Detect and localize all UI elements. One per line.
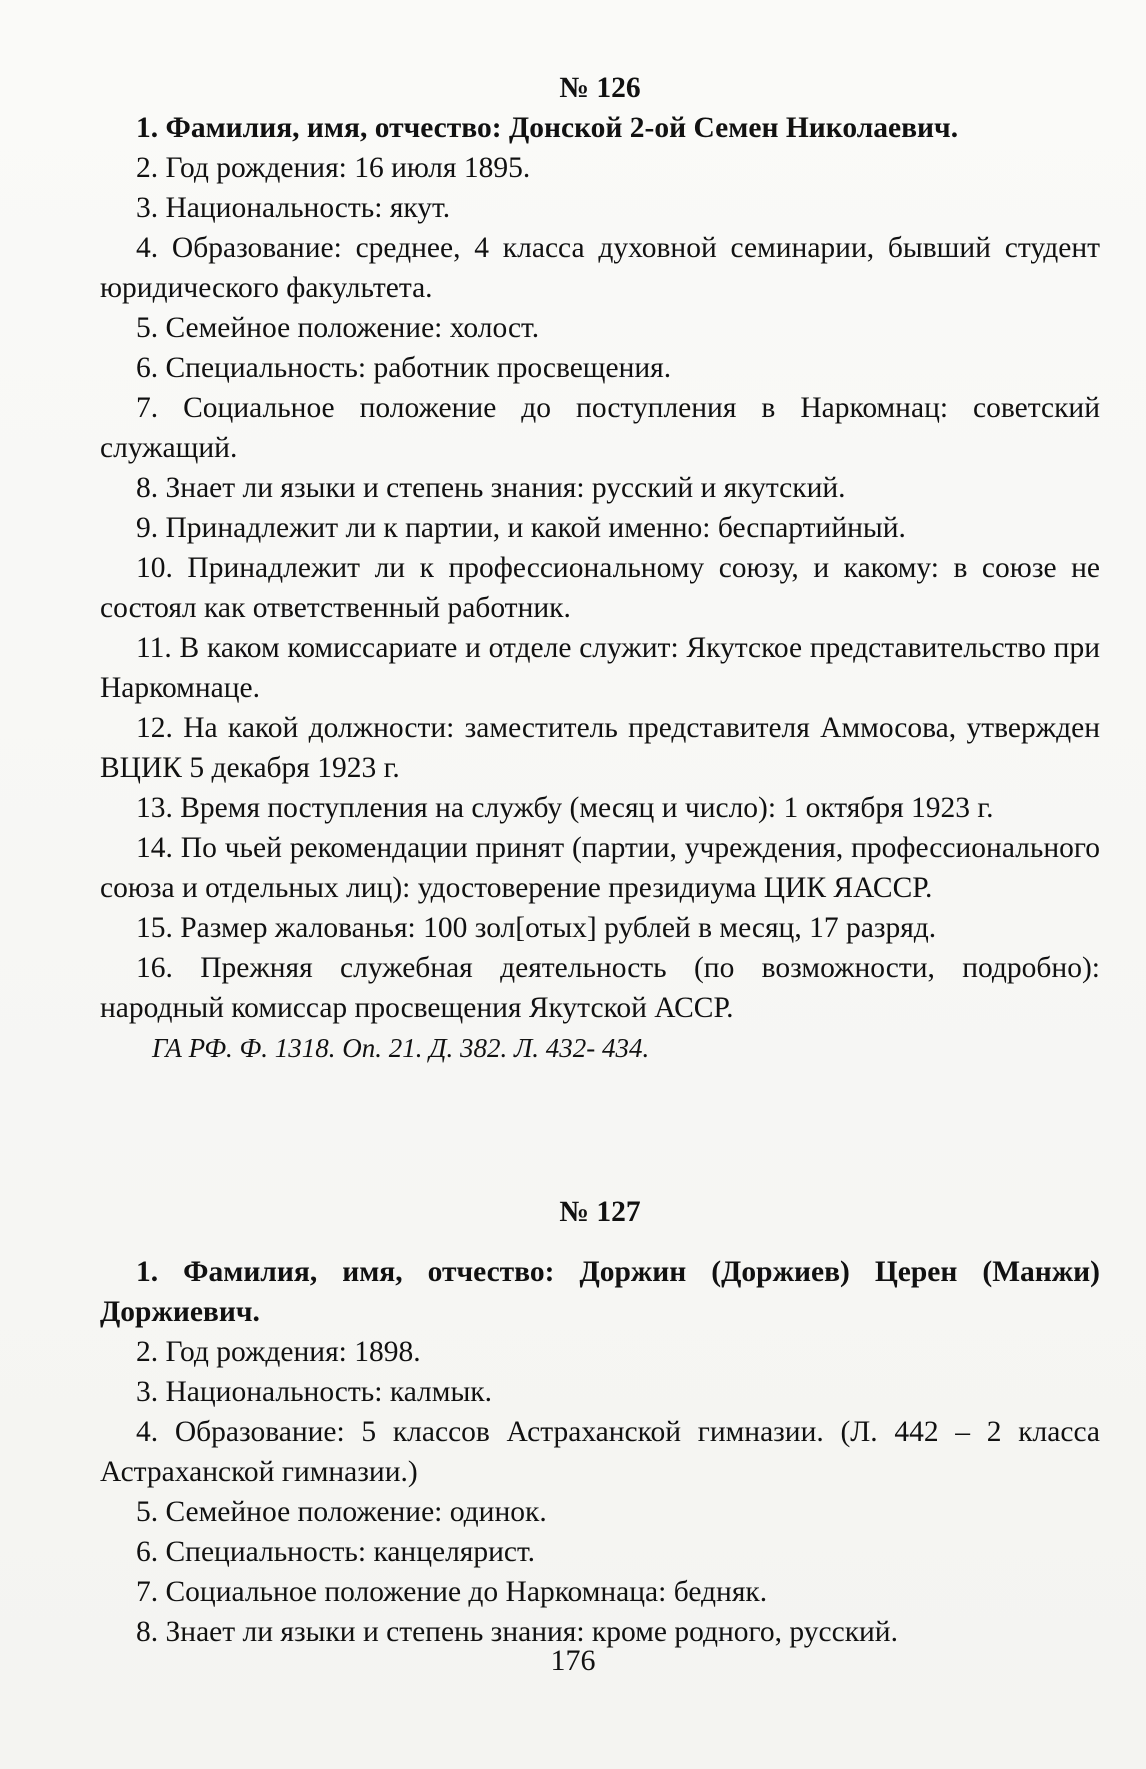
- document-number-heading: № 126: [559, 72, 641, 104]
- item-specialty: 6. Специальность: работник просвещения.: [136, 352, 672, 384]
- item-full-name: 1. Фамилия, имя, отчество: Донской 2-ой Семен Николаевич.: [136, 112, 959, 144]
- item-social-status: 7. Социальное положение до поступления в Наркомнац: советский служащий.: [100, 392, 1100, 464]
- item-birth-date: 2. Год рождения: 16 июля 1895.: [136, 152, 531, 184]
- item-union: 10. Принадлежит ли к профессиональному союзу, и какому: в союзе не состоял как ответственный работник.: [100, 552, 1100, 624]
- item-marital-status: 5. Семейное положение: одинок.: [136, 1496, 547, 1528]
- item-marital-status: 5. Семейное положение: холост.: [136, 312, 540, 344]
- item-specialty: 6. Специальность: канцелярист.: [136, 1536, 536, 1568]
- item-salary: 15. Размер жалованья: 100 зол[отых] рублей в месяц, 17 разряд.: [136, 912, 937, 944]
- item-nationality: 3. Национальность: якут.: [136, 192, 451, 224]
- item-position: 12. На какой должности: заместитель представителя Аммосова, утвержден ВЦИК 5 декабря 1923 г.: [100, 712, 1100, 784]
- item-languages: 8. Знает ли языки и степень знания: русский и якутский.: [136, 472, 846, 504]
- item-nationality: 3. Национальность: калмык.: [136, 1376, 492, 1408]
- item-previous-service: 16. Прежняя служебная деятельность (по возможности, подробно): народный комиссар просвещения Якутской АССР.: [100, 952, 1100, 1024]
- item-education: 4. Образование: 5 классов Астраханской гимназии. (Л. 442 – 2 класса Астраханской гимназии.): [100, 1416, 1100, 1488]
- item-birth-date: 2. Год рождения: 1898.: [136, 1336, 421, 1368]
- item-party: 9. Принадлежит ли к партии, и какой именно: беспартийный.: [136, 512, 906, 544]
- document-126: [100, 68, 1100, 1068]
- document-127: [100, 1192, 1100, 1652]
- item-start-date: 13. Время поступления на службу (месяц и число): 1 октября 1923 г.: [136, 792, 994, 824]
- document-number-heading: № 127: [559, 1196, 641, 1228]
- page-number: 176: [550, 1644, 596, 1677]
- item-social-status: 7. Социальное положение до Наркомнаца: бедняк.: [136, 1576, 768, 1608]
- item-commissariat: 11. В каком комиссариате и отделе служит: Якутское представительство при Наркомнаце.: [100, 632, 1100, 704]
- archive-source-citation: ГА РФ. Ф. 1318. Оп. 21. Д. 382. Л. 432- 434.: [152, 1033, 650, 1063]
- item-full-name: 1. Фамилия, имя, отчество: Доржин (Доржиев) Церен (Манжи) Доржиевич.: [100, 1256, 1100, 1328]
- item-languages: 8. Знает ли языки и степень знания: кроме родного, русский.: [136, 1616, 898, 1648]
- item-recommendation: 14. По чьей рекомендации принят (партии, учреждения, профессионального союза и отдельных лиц): удостоверение президиума ЦИК ЯАССР.: [100, 832, 1100, 904]
- item-education: 4. Образование: среднее, 4 класса духовной семинарии, бывший студент юридического факультета.: [100, 232, 1100, 304]
